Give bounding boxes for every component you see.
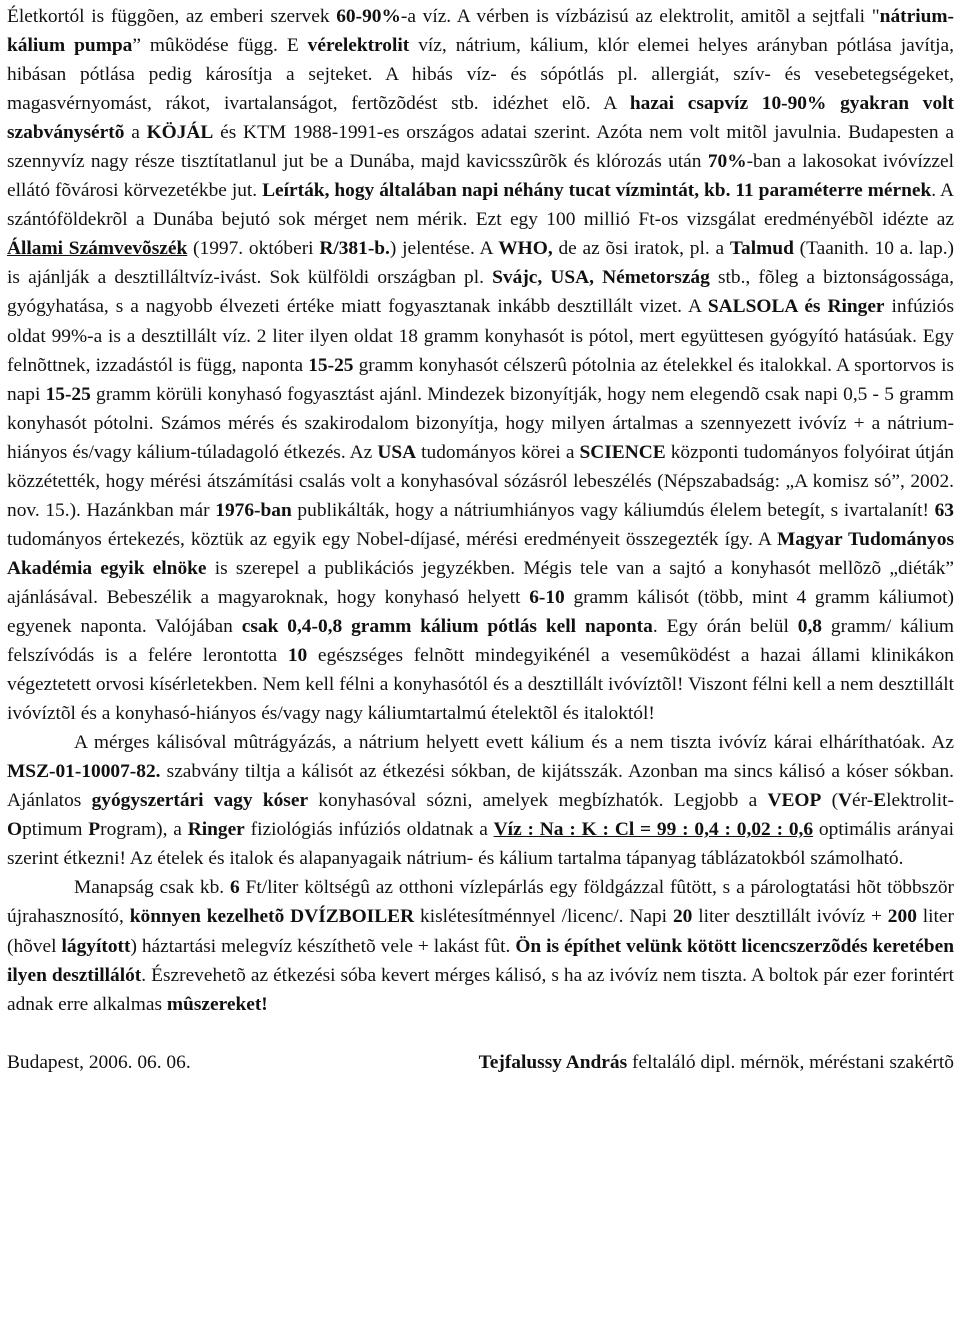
text-run: (	[821, 790, 839, 812]
emphasized-text: WHO,	[498, 238, 553, 260]
emphasized-text: 200	[887, 906, 917, 928]
text-run: ) háztartási melegvíz készíthetõ vele + lakást fût.	[130, 935, 516, 957]
emphasized-text: V	[838, 790, 853, 812]
text-run: konyhasóval sózni, amelyek megbízhatók. Legjobb a	[308, 790, 768, 812]
emphasized-text: MSZ-01-10007-82.	[7, 761, 161, 783]
footer-signature	[479, 1048, 954, 1077]
text-run: gramm/ kálium felszívódás is a felére lerontotta	[7, 615, 954, 667]
emphasized-text: csak 0,4-0,8 gramm kálium pótlás kell naponta	[241, 615, 653, 637]
emphasized-text: lágyított	[61, 935, 131, 957]
text-run: Életkortól is függõen, az emberi szervek	[7, 6, 337, 27]
text-run: rogram), a	[100, 819, 188, 841]
text-run: tudományos körei a	[416, 441, 580, 463]
text-run: víz, nátrium, kálium, klór elemei helyes arányban pótlása javítja, hibásan pótlása pedig károsítja a sejteket. A hibás víz- és sópótlás pl. allergiát, szív- és vesebetegségeket, magasvérnyomást, rákot, ivartalanságot, fertõzõdést stb. idézhet elõ. A	[7, 35, 954, 115]
emphasized-text: 1976-ban	[215, 499, 292, 521]
emphasized-text: USA	[377, 441, 417, 463]
text-run: Manapság csak kb.	[74, 877, 230, 899]
emphasized-text: Víz : Na : K : Cl = 99 : 0,4 : 0,02 : 0,6	[493, 819, 814, 841]
emphasized-text: 70%	[707, 151, 747, 173]
text-run: ér-	[852, 790, 874, 812]
emphasized-text: könnyen kezelhetõ DVÍZBOILER	[129, 906, 415, 928]
emphasized-text: SALSOLA és Ringer	[707, 296, 885, 318]
text-run: . Egy órán belül	[652, 615, 798, 637]
emphasized-text: KÖJÁL	[146, 122, 214, 144]
emphasized-text: Svájc, USA, Németország	[492, 267, 710, 289]
emphasized-text: 63	[934, 499, 954, 521]
emphasized-text: 15-25	[308, 354, 354, 376]
text-run: . Észrevehetõ az étkezési sóba kevert mérges kálisó, s ha az ivóvíz nem tiszta. A boltok pár ezer forintért adnak erre alkalmas	[7, 964, 954, 1015]
emphasized-text: Leírták, hogy általában napi néhány tucat vízmintát, kb. 11 paraméterre mérnek	[262, 180, 932, 202]
emphasized-text: Ringer	[187, 819, 245, 841]
signature-name: Tejfalussy András	[478, 1051, 628, 1073]
paragraph	[7, 873, 954, 1018]
document-footer	[7, 1048, 954, 1077]
emphasized-text: Magyar Tudományos Akadémia egyik elnöke	[7, 528, 954, 579]
emphasized-text: 6-10	[529, 586, 565, 608]
emphasized-text: vérelektrolit	[307, 35, 410, 57]
paragraph	[7, 728, 954, 873]
text-run: kislétesítménnyel /licenc/. Napi	[414, 906, 673, 928]
text-run: lektrolit-	[886, 790, 954, 812]
emphasized-text: gyógyszertári vagy kóser	[91, 790, 309, 812]
paragraph	[7, 2, 954, 728]
text-run: szabvány tiltja a kálisót az étkezési sókban, de kijátsszák. Azonban ma sincs kálisó a kóser sókban. Ajánlatos	[7, 761, 954, 812]
emphasized-text: P	[88, 819, 101, 841]
text-run: is szerepel a publikációs jegyzékben. Mégis tele van a sajtó a konyhasót mellõzõ „diéták” ajánlásával. Bebeszélik a magyaroknak, hogy konyhasó helyett	[7, 557, 954, 608]
text-run: de az õsi iratok, pl. a	[552, 238, 730, 260]
emphasized-text: Talmud	[729, 238, 794, 260]
emphasized-text: nátrium-kálium pumpa	[7, 6, 954, 57]
blank-line	[7, 1019, 954, 1048]
signature-title: feltaláló dipl. mérnök, méréstani szakértõ	[627, 1051, 954, 1073]
text-run: liter desztillált ivóvíz +	[692, 906, 888, 928]
text-run: egészséges felnõtt mindegyikénél a vesemûködést a hazai állami klinikákon végeztetett orvosi kísérletekben. Nem kell félni a konyhasótól és a desztillált ivóvíztõl! Viszont félni kell a nem desztillált ivóvíztõl és a konyhasó-hiányos és/vagy nagy káliumtartalmú ételektõl és italoktól!	[7, 645, 954, 725]
emphasized-text: SCIENCE	[579, 441, 666, 463]
text-run: központi tudományos folyóirat útján közzétették, hogy mérési átszámítási csalás volt a konyhasóval sózásról lebeszélés (Népszabadság: „A komisz só”, 2002. nov. 15.). Hazánkban már	[7, 441, 954, 521]
emphasized-text: 15-25	[45, 383, 91, 405]
emphasized-text: 60-90%	[336, 6, 401, 27]
text-run: ptimum	[22, 819, 89, 841]
text-run: infúziós oldat 99%-a is a desztillált víz. 2 liter ilyen oldat 18 gramm konyhasót is pótol, mert együttesen gyógyító hatásúak. Egy felnõttnek, izzadástól is függ, naponta	[7, 296, 955, 376]
text-run: (1997. októberi	[187, 238, 320, 260]
text-run: tudományos értekezés, köztük az egyik egy Nobel-díjasé, mérési eredményeit összegezték így. A	[7, 528, 777, 550]
emphasized-text: 6	[229, 877, 240, 899]
text-run: (Taanith. 10 a. lap.) is ajánlják a desztilláltvíz-ivást. Sok külföldi országban pl.	[7, 238, 955, 289]
footer-date: Budapest, 2006. 06. 06.	[7, 1051, 191, 1073]
text-run: gramm kálisót (több, mint 4 gramm káliumot) egyenek naponta. Valójában	[7, 586, 954, 637]
text-run: a	[124, 122, 147, 144]
text-run: liter (hõvel	[7, 906, 955, 957]
emphasized-text: 10	[287, 645, 308, 667]
text-run: és KTM 1988-1991-es országos adatai szerint. Azóta nem volt mitõl javulnia. Budapesten a szennyvíz nagy része tisztítatlanul jut be a Dunába, majd kavicsszûrõk és klórozás után	[7, 122, 954, 173]
text-run: fiziológiás infúziós oldatnak a	[244, 819, 494, 841]
text-run: stb., fõleg a biztonságossága, gyógyhatása, s a nagyobb élvezeti értéke miatt fogyasztanak inkább desztillált vizet. A	[7, 267, 954, 318]
emphasized-text: E	[873, 790, 887, 812]
text-run: gramm konyhasót célszerû pótolnia az ételekkel és italokkal. A sportorvos is napi	[7, 354, 955, 405]
emphasized-text: Ön is építhet velünk kötött licencszerzõdés keretében ilyen desztillálót	[7, 935, 954, 986]
text-run: -ban a lakosokat ivóvízzel ellátó fõvárosi körvezetékbe jut.	[7, 151, 954, 202]
emphasized-text: Állami Számvevõszék	[7, 238, 188, 260]
text-run: ” mûködése függ. E	[132, 35, 308, 57]
text-run: Ft/liter költségû az otthoni vízlepárlás egy földgázzal fûtött, s a párologtatási hõt többször újrahasznosító,	[7, 877, 954, 928]
text-run: publikálták, hogy a nátriumhiányos vagy káliumdús élelem betegít, s ivartalanít!	[291, 499, 935, 521]
text-run: gramm körüli konyhasó fogyasztást ajánl. Mindezek bizonyítják, hogy nem elegendõ csak napi 0,5 - 5 gramm konyhasót pótolni. Számos mérés és szakirodalom bizonyítja, hogy milyen ártalmas a szennyezett ivóvíz + a nátrium-hiányos és/vagy kálium-túladagoló étkezés. Az	[7, 383, 954, 463]
emphasized-text: VEOP	[767, 790, 822, 812]
emphasized-text: hazai csapvíz 10-90% gyakran volt szabványsértõ	[7, 93, 954, 144]
text-run: A mérges kálisóval mûtrágyázás, a nátrium helyett evett kálium és a nem tiszta ivóvíz kárai elháríthatóak. Az	[74, 732, 954, 754]
text-run: ) jelentése. A	[389, 238, 499, 260]
emphasized-text: R/381-b.	[319, 238, 390, 260]
text-run: . A szántóföldekrõl a Dunába bejutó sok mérget nem mérik. Ezt egy 100 millió Ft-os vizsgálat eredményébõl idézte az	[7, 180, 954, 231]
text-run: -a víz. A vérben is vízbázisú az elektrolit, amitõl a sejtfali "	[400, 6, 880, 27]
emphasized-text: 0,8	[797, 615, 823, 637]
emphasized-text: mûszereket!	[166, 993, 268, 1015]
document-body	[7, 2, 954, 1019]
text-run: optimális arányai szerint étkezni! Az ételek és italok és alapanyagaik nátrium- és kálium tartalma tápanyag táblázatokból számolható.	[7, 819, 954, 870]
emphasized-text: 20	[672, 906, 693, 928]
emphasized-text: O	[7, 819, 23, 841]
